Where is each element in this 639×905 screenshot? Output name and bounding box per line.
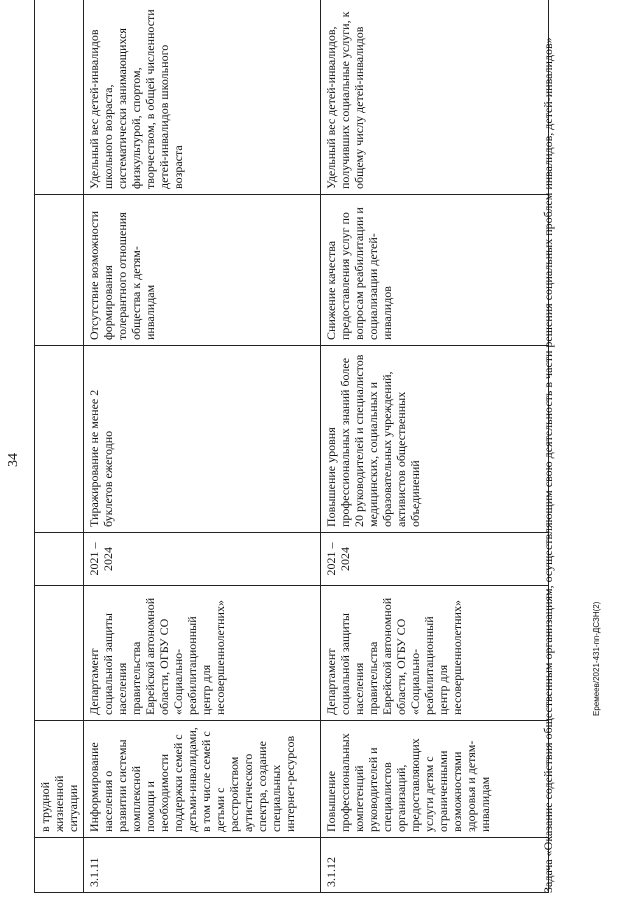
executor-cell: Департамент социальной защиты населения правительства Еврейской автономной области, ОГБУ СО «Социально-реабилитационный центр для несовершеннолетних» [84,586,321,721]
table-row [321,0,549,893]
page-number: 34 [6,453,21,467]
table-row [35,0,84,893]
problem-cell: Отсутствие возможности формирования толерантного отношения общества к детям-инвалидам [84,195,321,346]
header-cell [35,838,84,893]
header-cell [35,586,84,721]
result-cell: Повышение уровня профессиональных знаний более 20 руководителей и специалистов медицинских, социальных и образовательных учреждений, активистов общественных объединений [321,346,549,533]
document-id: Еремеев/2021-431-пп-ДСЗН(2) [592,601,601,716]
problem-cell: Снижение качества предоставления услуг по вопросам реабилитации и социализации детей-инвалидов [321,195,549,346]
row-number: 3.1.11 [84,838,321,893]
measure-cell: Повышение профессиональных компетенций руководителей и специалистов организаций, предоставляющих услуги детям с ограниченными возможностями здоровья и детям-инвалидам [321,721,549,838]
header-cell [35,195,84,346]
rotated-page [6,9,606,893]
header-cell [35,533,84,586]
period-cell: 2021 – 2024 [84,533,321,586]
measures-table [34,0,549,893]
indicator-cell: Удельный вес детей-инвалидов школьного возраста, систематически занимающихся физкультурой, спортом, творчеством, в общей численности детей-инвалидов школьного возраста [84,0,321,195]
header-cell: в трудной жизненной ситуации [35,721,84,838]
executor-cell: Департамент социальной защиты населения правительства Еврейской автономной области, ОГБУ СО «Социально-реабилитационный центр для несовершеннолетних» [321,586,549,721]
measure-cell: Информирование населения о развитии системы комплексной помощи и необходимости поддержки семей с детьми-инвалидами, в том числе семей с детьми с расстройством аутистического спектра, создание специальных интернет-ресурсов [84,721,321,838]
task-heading: Задача «Оказание содействия общественным организациям, осуществляющим свою деятельность в части решения социальных проблем инвалидов, детей-инвалидов» [541,37,555,893]
header-cell [35,346,84,533]
period-cell: 2021 – 2024 [321,533,549,586]
result-cell: Тиражирование не менее 2 буклетов ежегодно [84,346,321,533]
indicator-cell: Удельный вес детей-инвалидов, получивших социальные услуги, к общему числу детей-инвалидов [321,0,549,195]
header-cell [35,0,84,195]
table-row [84,0,321,893]
row-number: 3.1.12 [321,838,549,893]
